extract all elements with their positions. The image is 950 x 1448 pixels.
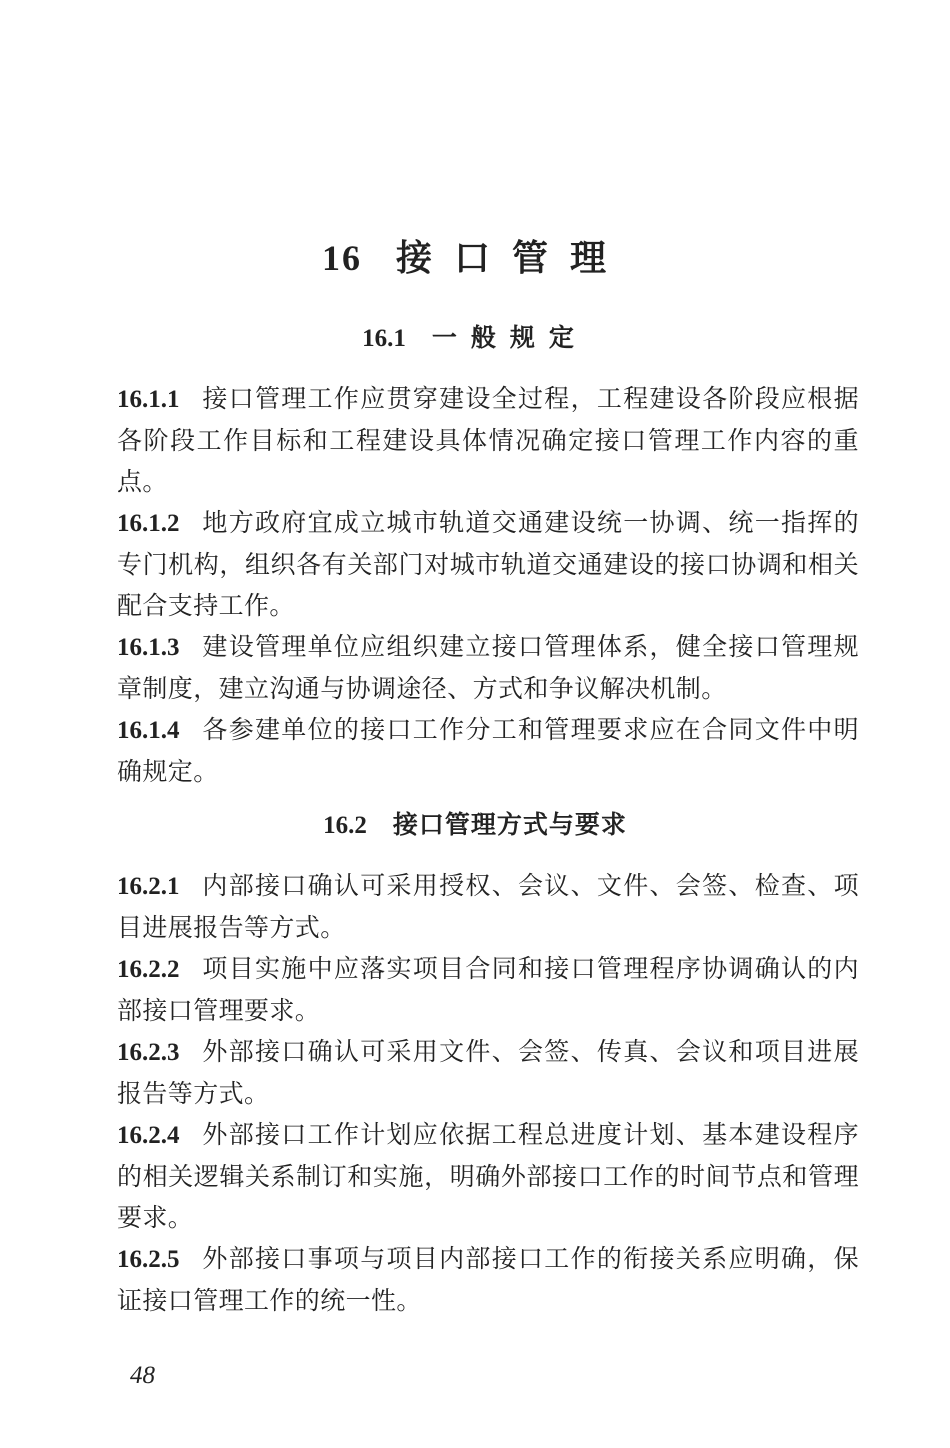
chapter-title-text: 接口管理: [395, 237, 628, 279]
clause-text: 项目实施中应落实项目合同和接口管理程序协调确认的内部接口管理要求。: [117, 954, 859, 1025]
clause-text: 内部接口确认可采用授权、会议、文件、会签、检查、项目进展报告等方式。: [117, 871, 859, 942]
clause: [117, 1238, 859, 1321]
clause-number: 16.1.4: [117, 717, 180, 744]
clause-number: 16.2.2: [117, 956, 180, 983]
section-body: [117, 865, 859, 1321]
chapter-title: [0, 228, 950, 288]
clause-number: 16.1.2: [117, 510, 180, 537]
clause-number: 16.1.3: [117, 634, 180, 661]
clause-text: 地方政府宜成立城市轨道交通建设统一协调、统一指挥的专门机构，组织各有关部门对城市轨道交通建设的接口协调和相关配合支持工作。: [117, 508, 859, 620]
clause-number: 16.2.1: [117, 873, 180, 900]
clause: [117, 626, 859, 709]
clause: [117, 378, 859, 502]
clause: [117, 1114, 859, 1238]
section-body: [117, 378, 859, 792]
clause: [117, 948, 859, 1031]
page-number: 48: [130, 1362, 155, 1389]
clause-text: 接口管理工作应贯穿建设全过程，工程建设各阶段应根据各阶段工作目标和工程建设具体情况确定接口管理工作内容的重点。: [117, 384, 859, 496]
section-title: [0, 805, 950, 846]
clause: [117, 709, 859, 792]
clause-text: 外部接口工作计划应依据工程总进度计划、基本建设程序的相关逻辑关系制订和实施，明确外部接口工作的时间节点和管理要求。: [117, 1120, 859, 1232]
section-title: [0, 318, 950, 359]
clause-text: 各参建单位的接口工作分工和管理要求应在合同文件中明确规定。: [117, 715, 859, 786]
section-number: 16.1: [362, 325, 406, 352]
clause: [117, 1031, 859, 1114]
clause-number: 16.2.4: [117, 1122, 180, 1149]
clause-text: 外部接口事项与项目内部接口工作的衔接关系应明确，保证接口管理工作的统一性。: [117, 1244, 859, 1315]
clause: [117, 865, 859, 948]
clause-number: 16.2.5: [117, 1246, 180, 1273]
clause-number: 16.1.1: [117, 386, 180, 413]
clause-text: 建设管理单位应组织建立接口管理体系，健全接口管理规章制度，建立沟通与协调途径、方式和争议解决机制。: [117, 632, 859, 703]
section-number: 16.2: [323, 812, 367, 839]
clause: [117, 502, 859, 626]
clause-text: 外部接口确认可采用文件、会签、传真、会议和项目进展报告等方式。: [117, 1037, 859, 1108]
section-title-text: 一般规定: [431, 323, 588, 352]
section-title-text: 接口管理方式与要求: [392, 810, 627, 839]
clause-number: 16.2.3: [117, 1039, 180, 1066]
chapter-number: 16: [321, 238, 362, 278]
